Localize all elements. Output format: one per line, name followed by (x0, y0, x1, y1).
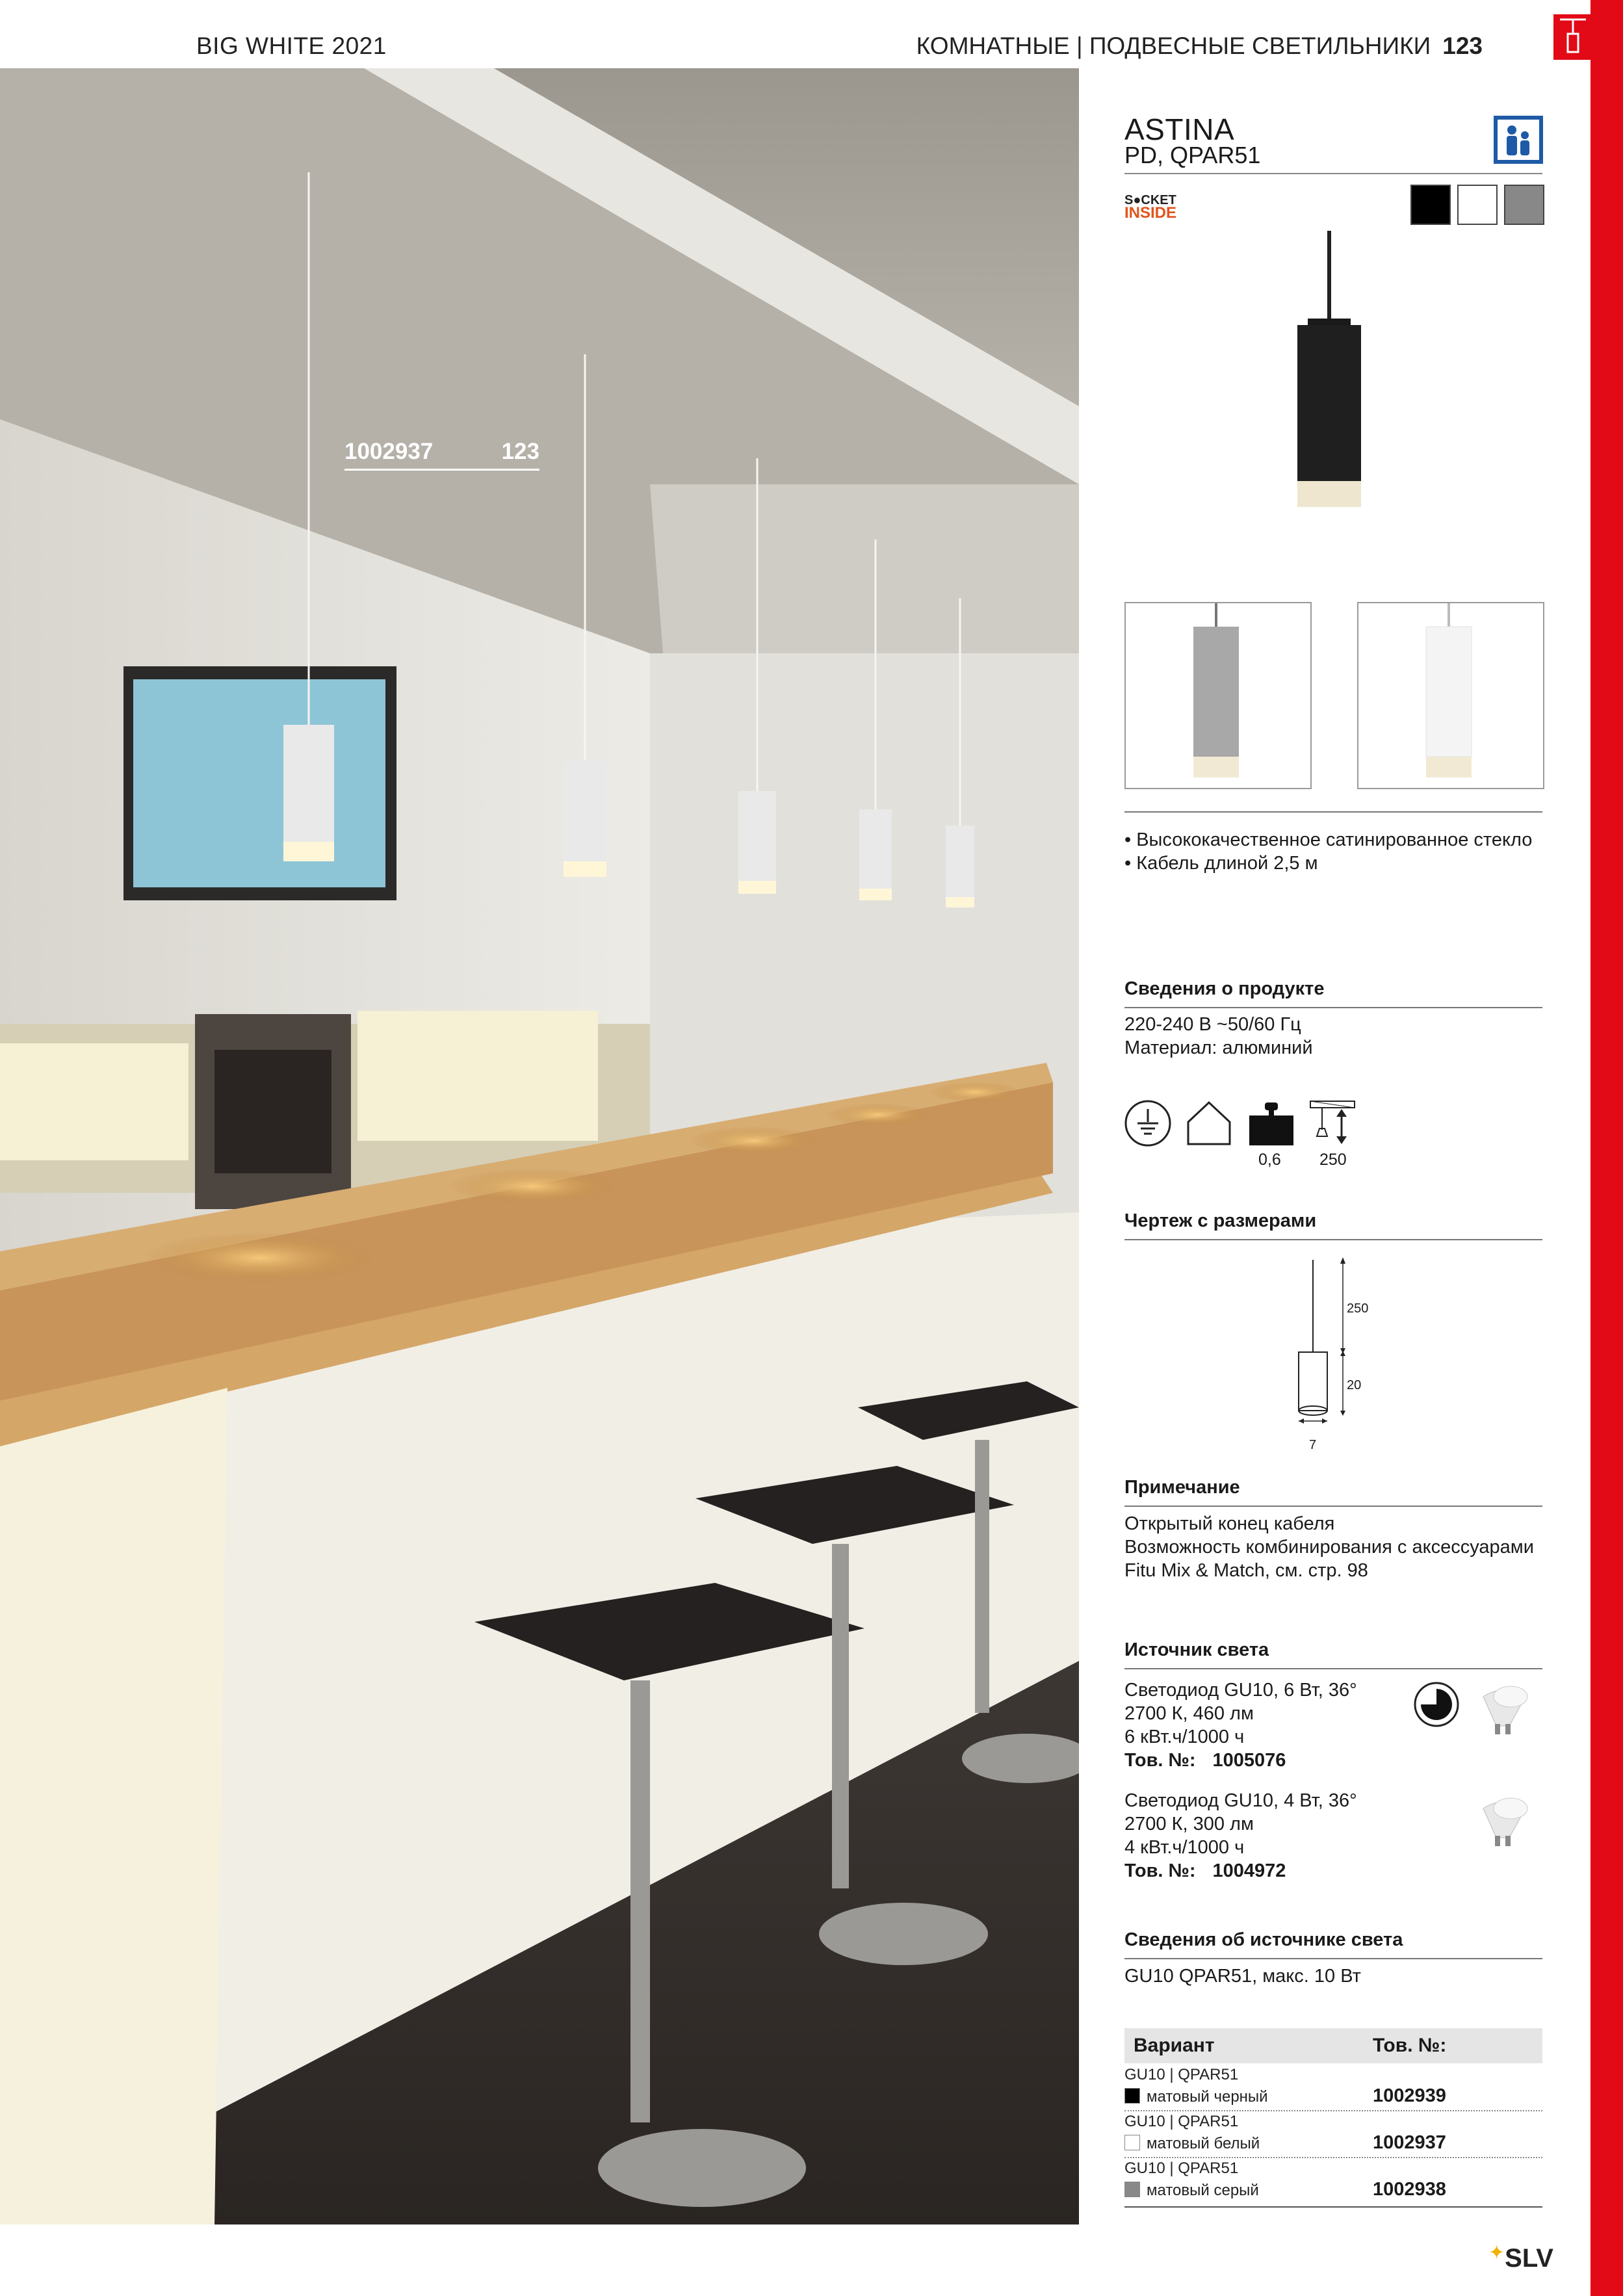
voltage-text: 220-240 В ~50/60 Гц (1124, 1014, 1301, 1035)
color-swatch (1124, 2088, 1140, 2104)
page-number: 123 (1442, 33, 1483, 59)
note-heading: Примечание (1124, 1477, 1240, 1498)
divider (1124, 1506, 1542, 1507)
socket-logo-line1: S●CKET (1124, 193, 1176, 207)
indoor-use-icon (1184, 1099, 1234, 1151)
led1-color-temp: 2700 К, 460 лм (1124, 1703, 1254, 1724)
product-info-heading: Сведения о продукте (1124, 978, 1325, 999)
dimension-drawing (1287, 1255, 1391, 1450)
feature-item: • Кабель длиной 2,5 м (1124, 853, 1318, 874)
divider (1124, 1239, 1542, 1240)
brand-logo (1488, 2241, 1553, 2273)
star-icon: ✦ (1488, 2242, 1505, 2263)
note-line: Открытый конец кабеля (1124, 1513, 1335, 1534)
divider (1124, 811, 1542, 813)
led1-code-row (1124, 1749, 1286, 1772)
feature-item: • Высококачественное сатинированное стекло (1124, 829, 1533, 850)
variant-code: 1002939 (1373, 2085, 1446, 2106)
code-label: Тов. №: (1124, 1750, 1196, 1771)
swatch-black (1410, 185, 1451, 225)
row-type: GU10 | QPAR51 (1124, 2066, 1239, 2083)
dim-cable-label: 250 (1347, 1301, 1369, 1316)
pendant-lamp-icon (1553, 14, 1592, 60)
product-thumb-white (1357, 602, 1544, 789)
code-label: Тов. №: (1124, 1860, 1196, 1881)
persons-icon (1494, 116, 1543, 164)
row-divider (1124, 2157, 1542, 2158)
row-type: GU10 | QPAR51 (1124, 2113, 1239, 2130)
color-swatch (1124, 2182, 1140, 2197)
gu10-bulb-icon (1470, 1677, 1535, 1745)
row-variant (1124, 2088, 1268, 2106)
table-bottom-rule (1124, 2206, 1542, 2208)
length-value: 250 (1319, 1151, 1347, 1169)
cable-length-icon (1308, 1099, 1357, 1151)
section-title (916, 33, 1483, 60)
row-type: GU10 | QPAR51 (1124, 2159, 1239, 2177)
product-name: ASTINA (1124, 112, 1235, 146)
dimmable-icon (1413, 1681, 1460, 1731)
protection-class-icon (1123, 1099, 1173, 1151)
product-image-black (1287, 231, 1391, 517)
feature-list (1124, 828, 1532, 875)
divider (1124, 1958, 1542, 1959)
variant-name: матовый черный (1147, 2088, 1268, 2106)
row-variant (1124, 2135, 1260, 2153)
divider (1124, 1668, 1542, 1669)
swatch-grey (1504, 185, 1544, 225)
dim-height-label: 20 (1347, 1378, 1362, 1392)
led2-energy: 4 кВт.ч/1000 ч (1124, 1837, 1245, 1858)
weight-icon (1247, 1099, 1296, 1151)
variant-name: матовый белый (1147, 2135, 1260, 2152)
drawing-heading: Чертеж с размерами (1124, 1210, 1317, 1231)
led2-color-temp: 2700 К, 300 лм (1124, 1814, 1254, 1834)
material-text: Материал: алюминий (1124, 1037, 1313, 1058)
row-divider (1124, 2110, 1542, 2111)
product-thumb-grey (1124, 602, 1312, 789)
col-code: Тов. №: (1373, 2035, 1447, 2056)
gu10-bulb-icon (1470, 1789, 1535, 1857)
color-swatch (1124, 2135, 1140, 2150)
led1-energy: 6 кВт.ч/1000 ч (1124, 1727, 1245, 1747)
row-variant (1124, 2182, 1259, 2200)
socket-inside-logo (1124, 194, 1176, 220)
variants-table-header (1124, 2028, 1542, 2063)
divider (1124, 1007, 1542, 1008)
callout-code: 1002937 (344, 439, 434, 464)
led2-code: 1004972 (1212, 1860, 1286, 1881)
note-line: Fitu Mix & Match, см. стр. 98 (1124, 1560, 1368, 1581)
brand-name: SLV (1505, 2244, 1553, 2273)
variant-code: 1002938 (1373, 2179, 1446, 2200)
photo-callout (344, 439, 539, 471)
interior-photo (0, 68, 1079, 2224)
light-info-heading: Сведения об источнике света (1124, 1929, 1403, 1950)
socket-logo-line2: INSIDE (1124, 204, 1177, 222)
note-line: Возможность комбинирования с аксессуарами (1124, 1537, 1534, 1558)
callout-page: 123 (501, 439, 539, 464)
weight-value: 0,6 (1258, 1151, 1281, 1169)
variant-name: матовый серый (1147, 2182, 1259, 2199)
led2-spec: Светодиод GU10, 4 Вт, 36° (1124, 1790, 1357, 1811)
light-source-heading: Источник света (1124, 1639, 1269, 1660)
variant-code: 1002937 (1373, 2132, 1446, 2153)
product-subtitle: PD, QPAR51 (1124, 142, 1261, 168)
swatch-white (1457, 185, 1498, 225)
light-info-text: GU10 QPAR51, макс. 10 Вт (1124, 1966, 1361, 1987)
col-variant: Вариант (1134, 2035, 1215, 2056)
title-divider (1124, 173, 1542, 174)
section-name: КОМНАТНЫЕ | ПОДВЕСНЫЕ СВЕТИЛЬНИКИ (916, 33, 1431, 59)
catalog-title: BIG WHITE 2021 (196, 33, 387, 59)
led1-spec: Светодиод GU10, 6 Вт, 36° (1124, 1680, 1357, 1701)
dim-diameter-label: 7 (1309, 1438, 1317, 1452)
led1-code: 1005076 (1212, 1750, 1286, 1771)
red-side-bar (1591, 0, 1623, 2296)
led2-code-row (1124, 1859, 1286, 1883)
